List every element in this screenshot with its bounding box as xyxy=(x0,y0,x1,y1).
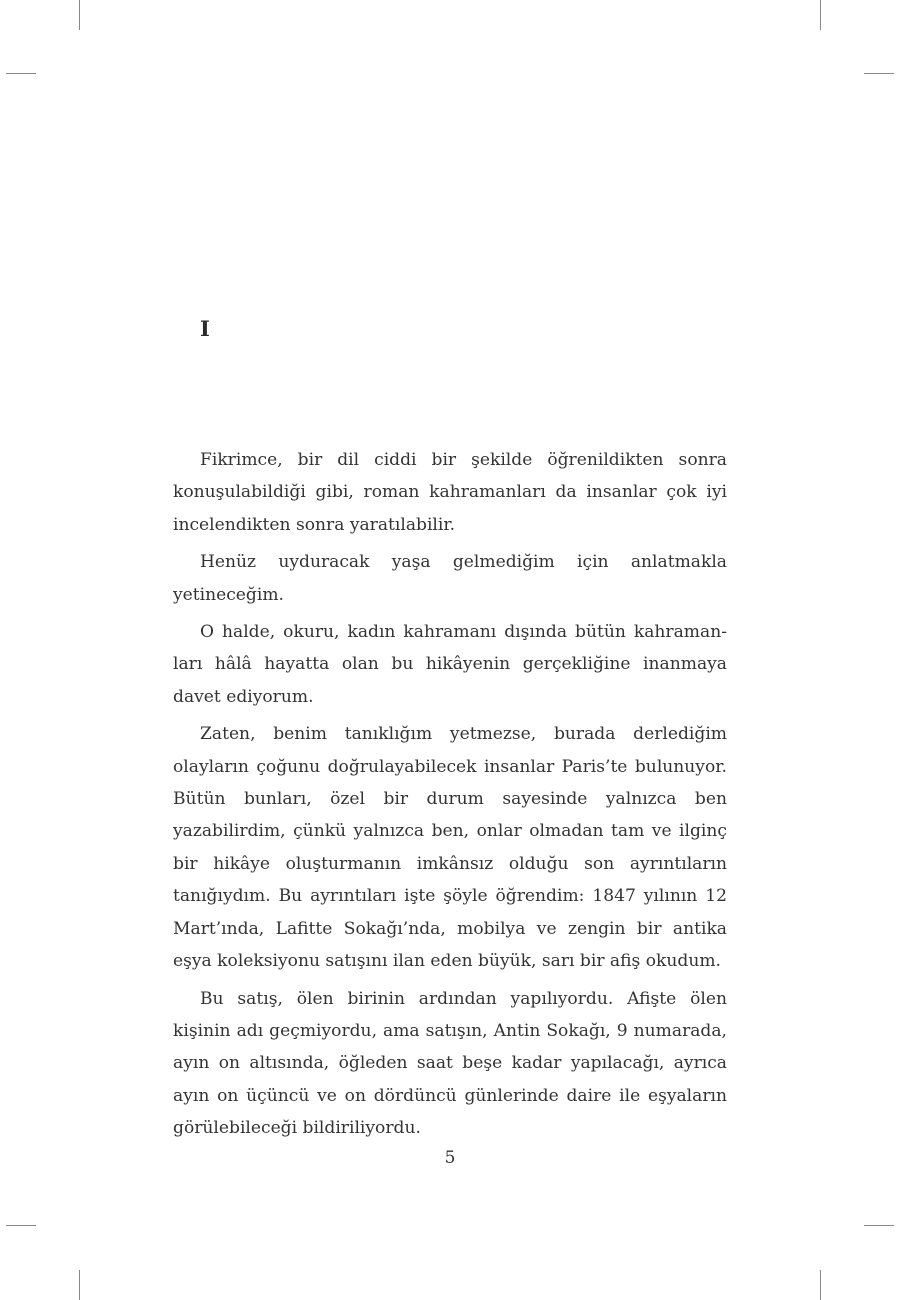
paragraph-2: Henüz uyduracak yaşa gelmediğim için anlatmakla yetineceğim. xyxy=(173,552,727,605)
crop-mark-top-left xyxy=(79,0,80,30)
paragraph-3: O halde, okuru, kadın kahramanı dışında bütün kahramanları hâlâ hayatta olan bu hikâyenin gerçekliğine inanmaya davet ediyorum. xyxy=(173,622,727,707)
paragraph-1: Fikrimce, bir dil ciddi bir şekilde öğrenildikten sonra konuşulabildiği gibi, roman kahramanları da insanlar çok iyi incelendikten sonra yaratılabilir. xyxy=(173,450,727,535)
crop-mark-bottom-left xyxy=(79,1270,80,1300)
page-number: 5 xyxy=(444,1148,456,1168)
body-text xyxy=(173,444,727,1150)
crop-mark-left-bottom xyxy=(6,1225,36,1226)
crop-mark-right-bottom xyxy=(864,1225,894,1226)
crop-mark-right-top xyxy=(864,73,894,74)
paragraph-4: Zaten, benim tanıklığım yetmezse, burada derlediğim olayların çoğunu doğrulayabilecek insanlar Paris’te bulunuyor. Bütün bunları, özel bir durum sayesinde yalnızca ben yazabilirdim, çünkü yalnızca ben, onlar olmadan tam ve ilginç bir hikâye oluşturmanın imkânsız olduğu son ayrıntıların tanığıydım. Bu ayrıntıları işte şöyle öğrendim: 1847 yılının 12 Mart’ında, Lafitte Sokağı’nda, mobilya ve zengin bir antika eşya koleksiyonu satışını ilan eden büyük, sarı bir afiş okudum. xyxy=(173,724,727,972)
crop-mark-top-right xyxy=(820,0,821,30)
chapter-number: I xyxy=(200,316,210,341)
crop-mark-bottom-right xyxy=(820,1270,821,1300)
crop-mark-left-top xyxy=(6,73,36,74)
paragraph-5: Bu satış, ölen birinin ardından yapılıyordu. Afişte ölen kişinin adı geçmiyordu, ama satışın, Antin Sokağı, 9 numarada, ayın on altısında, öğleden saat beşe kadar yapılacağı, ayrıca ayın on üçüncü ve on dördüncü günlerinde daire ile eşyaların görülebileceği bildiriliyordu. xyxy=(173,988,727,1139)
